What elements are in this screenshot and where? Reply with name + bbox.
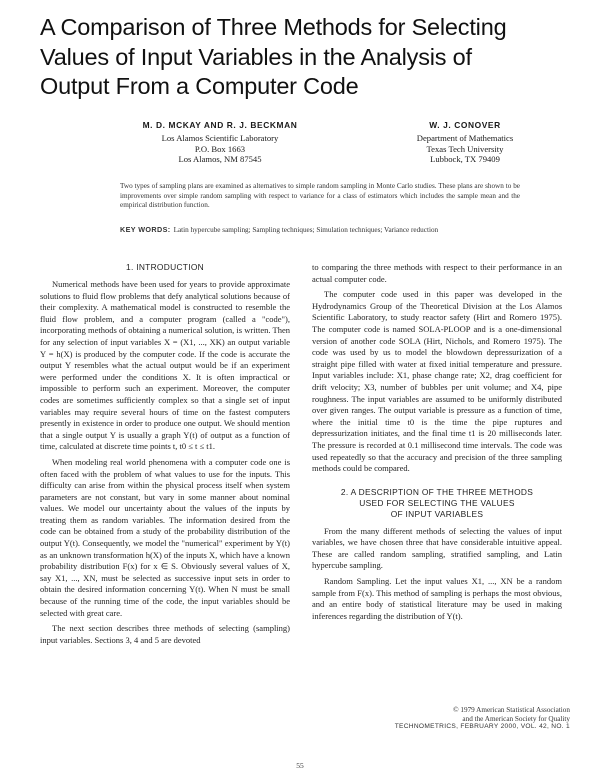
body-paragraph: When modeling real world phenomena with a computer code one is often faced with the problem of what values to use for the inputs. This difficulty can arise from within the physical process itself when system parameters are not constant, but vary in some manner about nominal values. We model our uncertainty about the values of the inputs by treating them as random variables. The information desired from the code can be obtained from a study of the probability distribution of the output Y(t). Consequently, we model the "numerical" experiment by Y(t) as an unknown transformation h(X) of the inputs X, which have a known probability distribution F(x) for x ∈ S. Obviously several values of X, say X1, ..., XN, must be selected as successive input sets in order to obtain the desired information concerning Y(t). When N must be small because of the running time of the code, the input variables should be selected with great care.	[40, 456, 290, 618]
page-number: 55	[296, 761, 304, 770]
title-line: Values of Input Variables in the Analysis of	[40, 43, 472, 70]
section-heading-line: USED FOR SELECTING THE VALUES	[359, 497, 515, 508]
section-heading-line: OF INPUT VARIABLES	[390, 508, 484, 519]
paper-title	[40, 13, 580, 102]
section-heading-line: 2. A DESCRIPTION OF THE THREE METHODS	[340, 486, 534, 497]
keywords-label: KEY WORDS:	[120, 225, 171, 234]
affiliation-line: Los Alamos Scientific Laboratory	[161, 133, 279, 144]
section-heading-methods	[312, 487, 562, 520]
body-paragraph: The computer code used in this paper was developed in the Hydrodynamics Group of the Theoretical Division at the Los Alamos Scientific Laboratory, to study reactor safety (Hirt and Romero 1975). The computer code is named SOLA-PLOOP and is a one-dimensional version of another code SOLA (Hirt, Nichols, and Romero 1975). The code was used by us to model the blowdown depressurization of a straight pipe filled with water at fixed initial temperature and pressure. Input variables include: X1, phase change rate; X2, drag coefficient for drift velocity; X3, number of bubbles per unit volume; and X4, pipe roughness. The input variables are assumed to be uniformly distributed over given ranges. The output variable is pressure as a function of time, where the initial time t0 is the time the pipe ruptures and depressurization initiates, and the final time t1 is 20 milliseconds later. The pressure is recorded at 0.1 millisecond time intervals. The code was used repeatedly so that the accuracy and precision of the three sampling methods could be compared.	[312, 289, 562, 474]
author-names: M. D. MCKAY AND R. J. BECKMAN	[142, 120, 298, 130]
journal-line: TECHNOMETRICS, FEBRUARY 2000, VOL. 42, NO. 1	[394, 723, 570, 731]
body-paragraph: From the many different methods of selecting the values of input variables, we have chosen three that have considerable intuitive appeal. These are called random sampling, stratified sampling, and Latin hypercube sampling.	[312, 525, 562, 571]
keywords-text: Latin hypercube sampling; Sampling techniques; Simulation techniques; Variance reduction	[173, 226, 439, 234]
section-heading-line: 1. INTRODUCTION	[125, 262, 204, 272]
copyright-line: © 1979 American Statistical Association	[453, 706, 570, 714]
keywords	[120, 225, 520, 236]
affiliation-line: Los Alamos, NM 87545	[178, 154, 262, 165]
affiliation-line: Lubbock, TX 79409	[430, 154, 500, 165]
author-names: W. J. CONOVER	[429, 120, 501, 130]
affiliation-line: P.O. Box 1663	[194, 143, 246, 154]
body-paragraph: Random Sampling. Let the input values X1, ..., XN be a random sample from F(x). This method of sampling is perhaps the most obvious, and an entire body of statistical literature may be used in making inferences regarding the distribution of Y(t).	[312, 576, 562, 621]
body-paragraph: to comparing the three methods with respect to their performance in an actual computer code.	[312, 262, 562, 284]
body-paragraph: The next section describes three methods of selecting (sampling) input variables. Sections 3, 4 and 5 are devoted	[40, 623, 290, 645]
right-column	[312, 262, 562, 626]
author-block-right	[390, 120, 540, 165]
left-column	[40, 262, 290, 650]
abstract: Two types of sampling plans are examined as alternatives to simple random sampling in Monte Carlo studies. These plans are shown to be improvements over simple random sampling with respect to variance for a class of estimators which includes the sample mean and the empirical distribution function.	[120, 182, 520, 210]
title-line: Output From a Computer Code	[40, 73, 359, 99]
section-heading-introduction	[40, 262, 290, 273]
affiliation-line: Texas Tech University	[426, 143, 504, 154]
copyright-notice	[355, 706, 570, 732]
author-block-left	[120, 120, 320, 165]
title-line: A Comparison of Three Methods for Selecting	[40, 14, 507, 40]
copyright-line: and the American Society for Quality	[462, 714, 570, 723]
body-paragraph: Numerical methods have been used for years to provide approximate solutions to fluid flow problems that defy analytical solutions because of their complexity. A mathematical model is constructed to resemble the fluid flow problem, and a computer program (called a "code"), incorporating methods of obtaining a numerical solution, is written. Then for any selection of input variables X = (X1, ..., XK) an output variable Y = h(X) is produced by the computer code. If the code is accurate the output Y resembles what the actual output would be if an experiment were performed under the conditions X. It is often impractical or impossible to perform such an experiment. Moreover, the computer codes are sometimes sufficiently complex so that a single set of input variables may require several hours of time on the fastest computers presently in existence in order to produce one output. We should mention that a single output Y is usually a graph Y(t) of output as a function of time, calculated at discrete time points t, t0 ≤ t ≤ t1.	[40, 279, 290, 452]
affiliation-line: Department of Mathematics	[416, 133, 514, 144]
